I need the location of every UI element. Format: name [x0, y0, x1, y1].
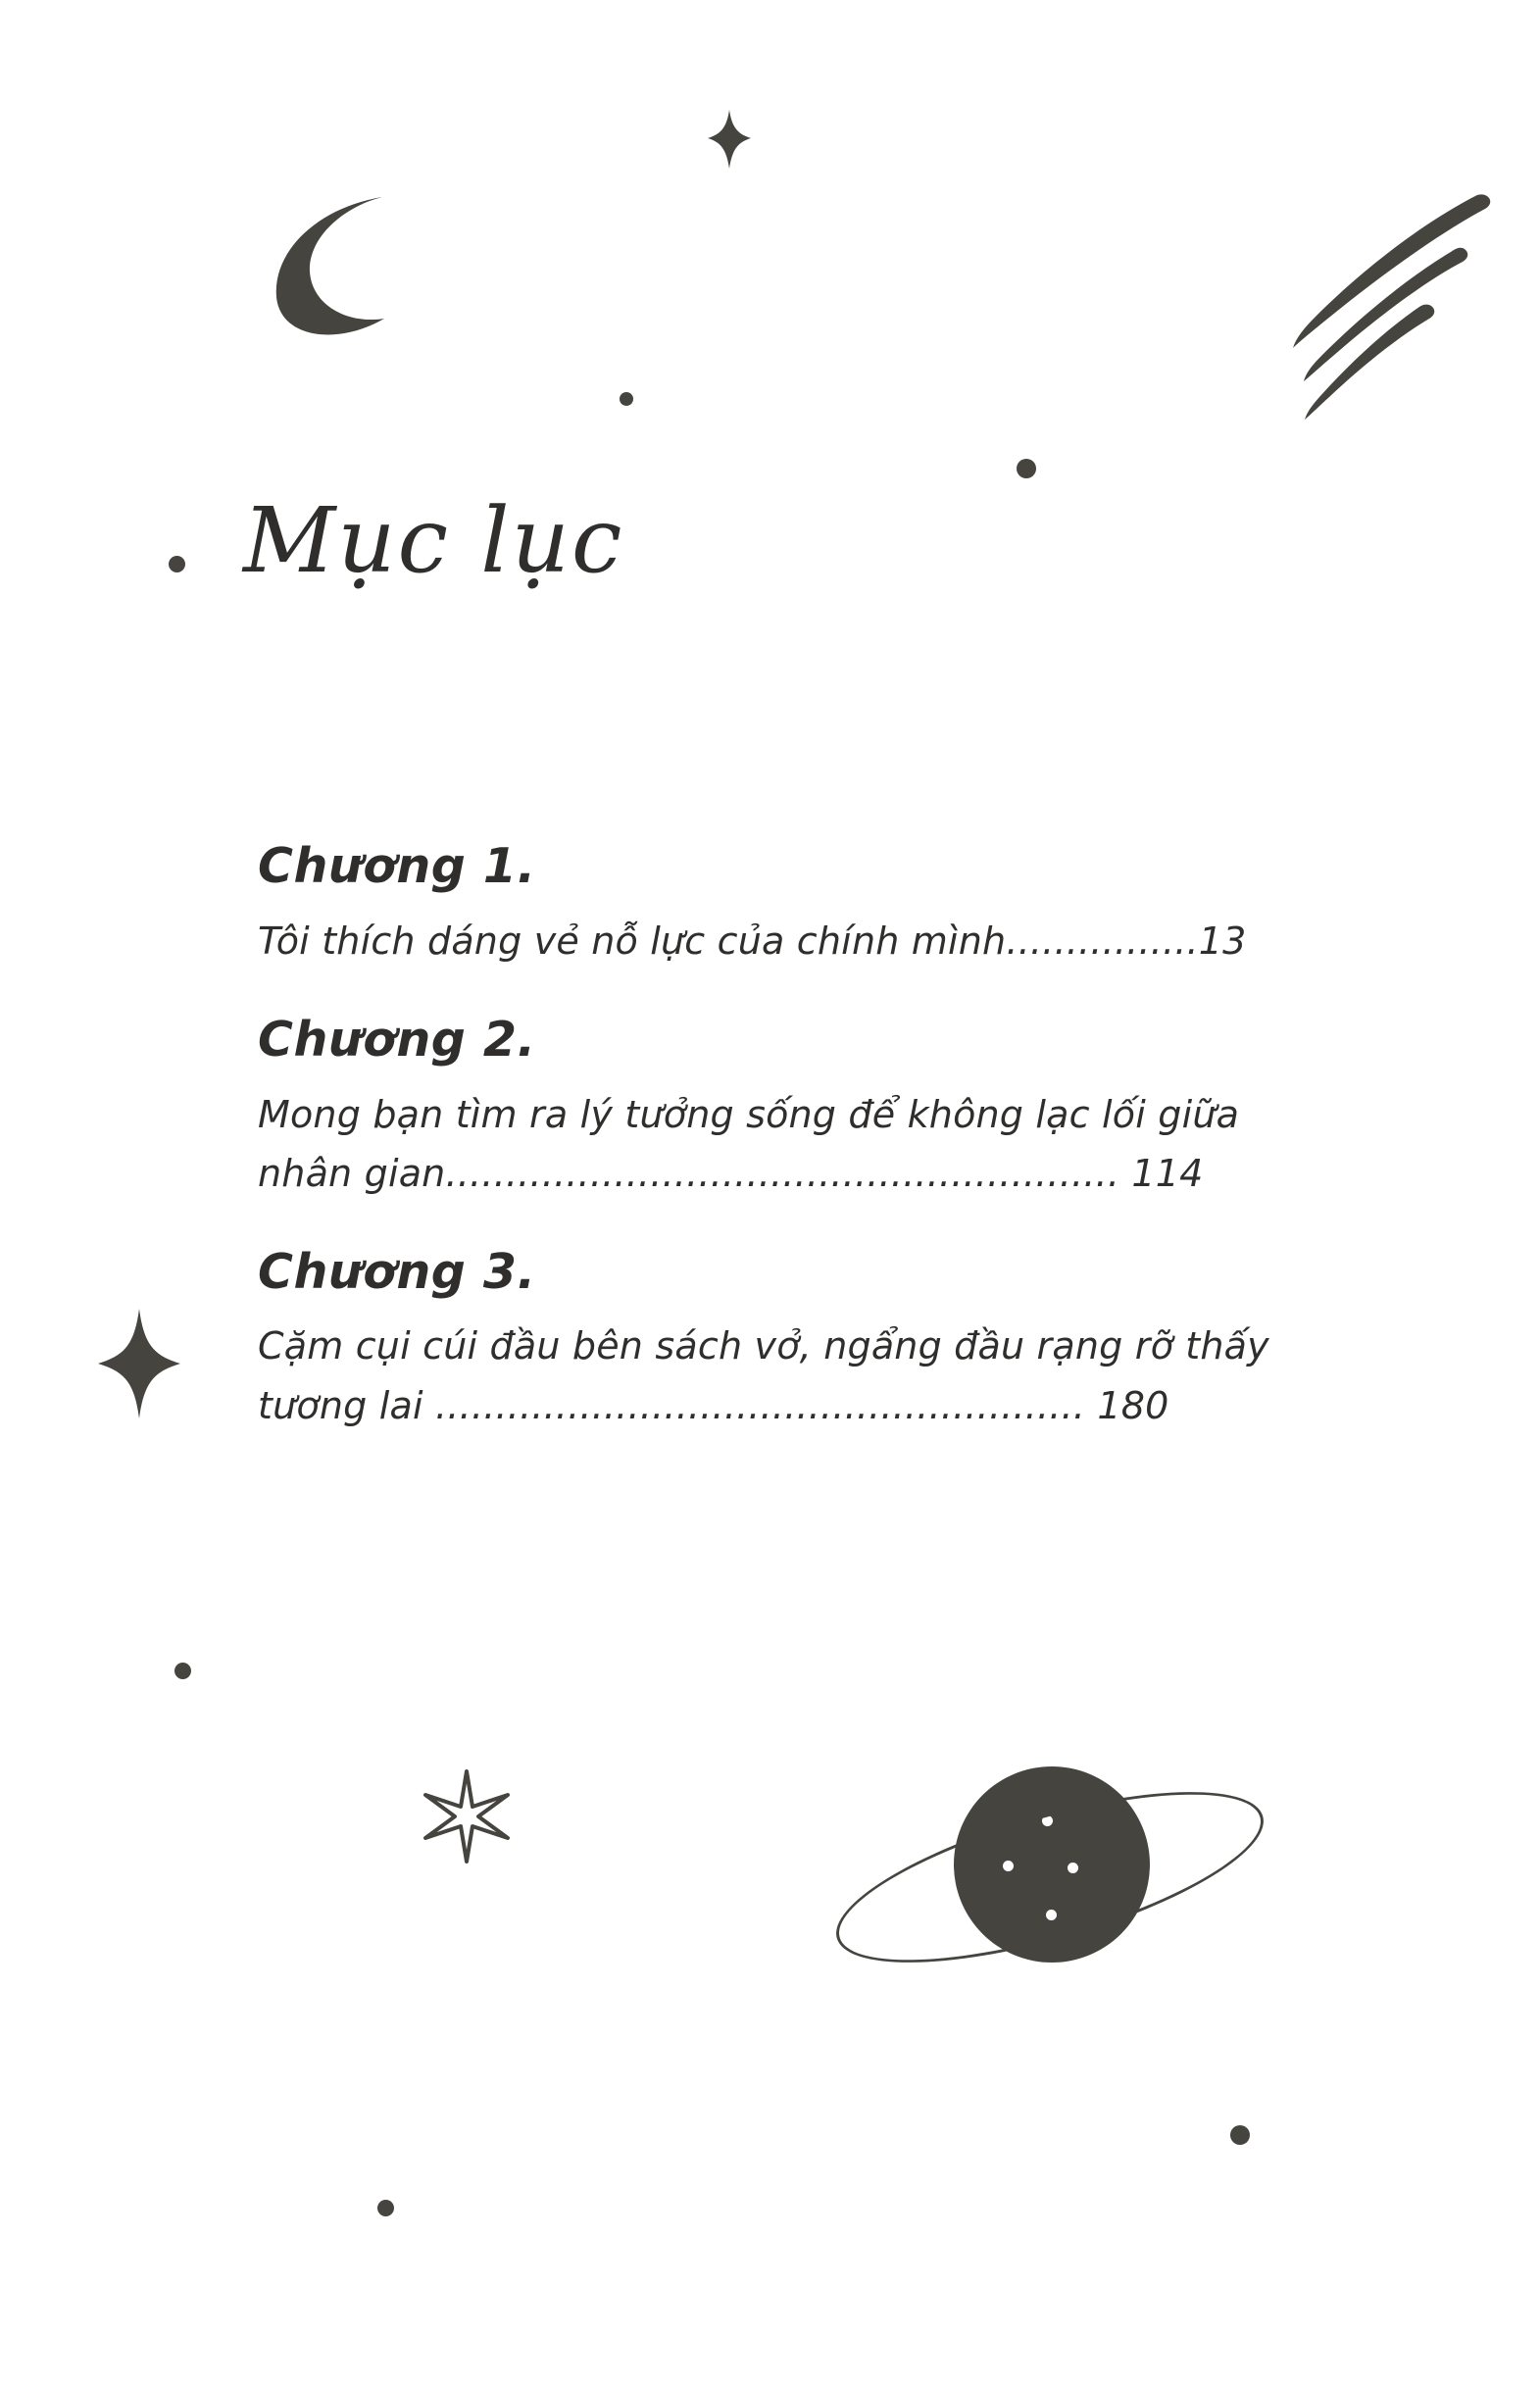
- chapter-entry[interactable]: Tôi thích dáng vẻ nỗ lực của chính mình................13: [258, 919, 1247, 963]
- ringed-planet-icon: [828, 1755, 1279, 1970]
- toc-chapter-2: [258, 1012, 1297, 1203]
- dot-decor: [1017, 459, 1036, 478]
- dot-decor: [1230, 2125, 1250, 2145]
- toc-chapter-1: [258, 838, 1297, 970]
- table-of-contents: [258, 838, 1297, 1468]
- chapter-entry[interactable]: Mong bạn tìm ra lý tưởng sống để không lạc lối giữa nhân gian........................................................ 114: [258, 1092, 1240, 1195]
- chapter-heading: Chương 1.: [258, 838, 536, 894]
- dot-decor: [169, 556, 185, 572]
- page-title: Mục lục: [243, 488, 624, 593]
- dot-decor: [377, 2200, 394, 2216]
- chapter-heading: Chương 3.: [258, 1243, 536, 1300]
- toc-chapter-3: [258, 1244, 1297, 1435]
- four-point-star-icon: [98, 1309, 180, 1423]
- comet-icon: [1108, 191, 1500, 446]
- four-point-star-icon: [708, 110, 751, 174]
- crescent-moon-icon: [257, 181, 419, 343]
- chapter-entry[interactable]: Cặm cụi cúi đầu bên sách vở, ngẩng đầu rạng rỡ thấy tương lai ...................................................... 180: [258, 1324, 1269, 1427]
- dot-decor: [620, 392, 633, 406]
- eight-point-star-icon: [420, 1769, 514, 1868]
- chapter-heading: Chương 2.: [258, 1011, 536, 1068]
- dot-decor: [174, 1663, 191, 1679]
